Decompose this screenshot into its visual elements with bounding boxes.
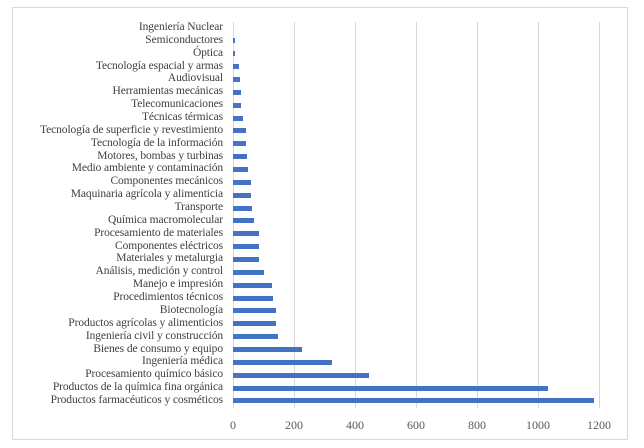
bar [233, 231, 259, 236]
bar [233, 167, 248, 172]
category-label: Bienes de consumo y equipo [93, 342, 223, 355]
category-label: Ingeniería civil y construcción [85, 329, 223, 342]
x-tick-label: 400 [346, 418, 364, 432]
category-label: Telecomunicaciones [131, 98, 223, 111]
bar [233, 347, 302, 352]
category-label: Óptica [192, 46, 223, 59]
gridline [599, 22, 600, 408]
category-label: Productos de la química fina orgánica [52, 381, 223, 394]
category-label: Productos agrícolas y alimenticios [68, 316, 223, 329]
bar [233, 244, 259, 249]
category-label: Técnicas térmicas [142, 111, 223, 124]
x-tick-label: 800 [468, 418, 486, 432]
category-label: Tecnología de la información [90, 136, 223, 149]
gridline [355, 22, 356, 408]
bar [233, 373, 369, 378]
category-label: Ingeniería Nuclear [138, 21, 223, 33]
category-label: Productos farmacéuticos y cosméticos [50, 393, 223, 406]
x-tick-label: 1200 [587, 418, 611, 432]
bar [233, 51, 235, 56]
bar [233, 90, 241, 95]
bar [233, 206, 252, 211]
x-tick-label: 1000 [526, 418, 550, 432]
category-label: Audiovisual [167, 72, 223, 85]
category-label: Tecnología espacial y armas [95, 59, 223, 72]
category-label: Transporte [174, 201, 223, 214]
x-tick-label: 200 [285, 418, 303, 432]
bar [233, 154, 247, 159]
bar [233, 321, 276, 326]
category-label: Química macromolecular [108, 213, 223, 226]
bar [233, 38, 235, 43]
bar [233, 141, 246, 146]
bar [233, 116, 243, 121]
category-label: Análisis, medición y control [95, 265, 223, 278]
category-label: Biotecnología [159, 303, 223, 316]
bar [233, 128, 246, 133]
category-label: Materiales y metalurgia [116, 252, 223, 265]
gridline [538, 22, 539, 408]
category-label: Procedimientos técnicos [113, 291, 223, 304]
bar [233, 296, 273, 301]
bar [233, 386, 548, 391]
bar [233, 64, 239, 69]
x-tick-label: 0 [230, 418, 236, 432]
category-label: Semiconductores [145, 33, 223, 46]
bar [233, 257, 259, 262]
plot-area [233, 22, 615, 408]
category-label: Medio ambiente y contaminación [71, 162, 223, 175]
bar [233, 270, 264, 275]
category-label: Tecnología de superficie y revestimiento [40, 123, 223, 136]
category-label: Herramientas mecánicas [112, 85, 223, 98]
bar [233, 283, 272, 288]
bar [233, 398, 594, 403]
bar [233, 360, 332, 365]
x-tick-label: 600 [407, 418, 425, 432]
bar [233, 308, 276, 313]
category-label: Ingeniería médica [142, 355, 223, 368]
category-label: Procesamiento de materiales [94, 226, 223, 239]
category-label: Manejo e impresión [132, 278, 223, 291]
bar [233, 180, 251, 185]
category-label: Maquinaria agrícola y alimenticia [70, 188, 223, 201]
category-label: Componentes mecánicos [110, 175, 223, 188]
category-label: Motores, bombas y turbinas [97, 149, 223, 162]
bar [233, 193, 251, 198]
gridline [416, 22, 417, 408]
gridline [477, 22, 478, 408]
bar [233, 77, 240, 82]
bar [233, 334, 278, 339]
category-label: Componentes eléctricos [115, 239, 223, 252]
bar [233, 103, 241, 108]
bar [233, 218, 254, 223]
category-label: Procesamiento químico básico [85, 368, 223, 381]
